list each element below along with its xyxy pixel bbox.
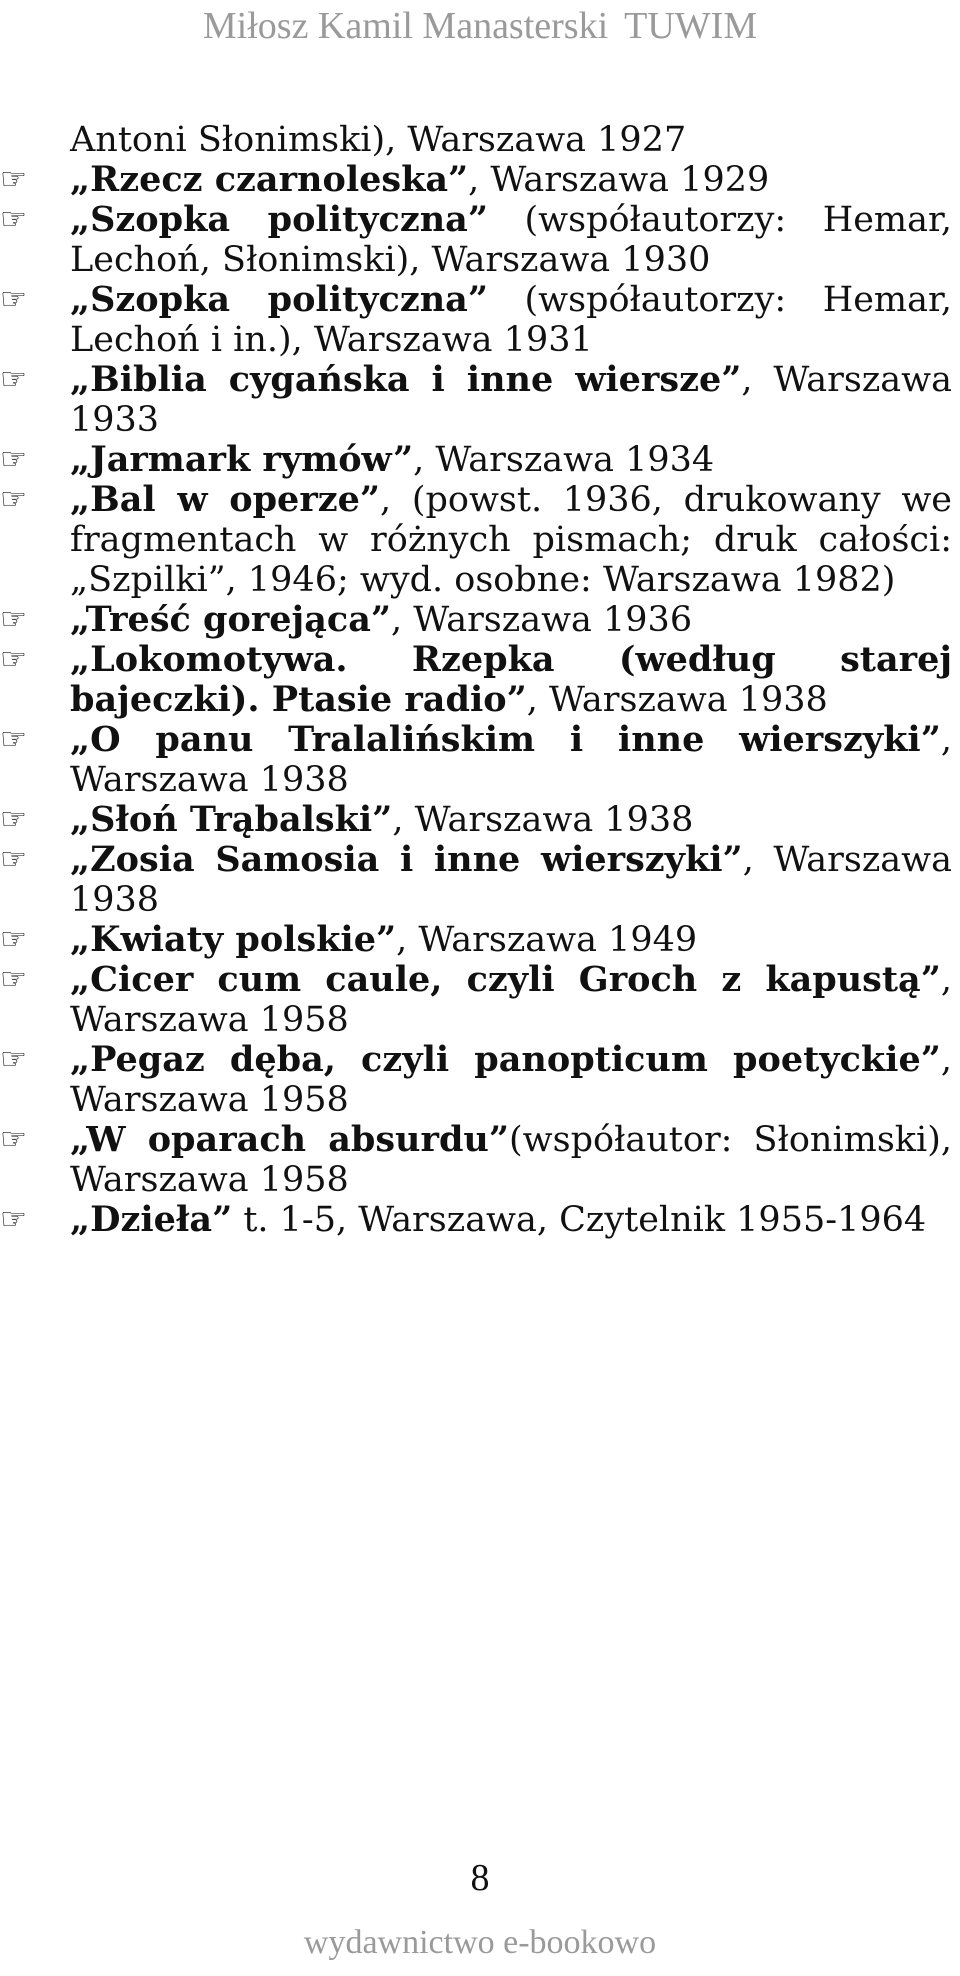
work-details: , (powst. 1936, drukowany we fragmentach w różnych pismach; druk całości: „Szpilki”, 1946; wyd. osobne: Warszawa 1982)	[70, 480, 952, 600]
entry-text	[70, 600, 952, 640]
entry-text	[70, 280, 952, 360]
list-item	[0, 359, 952, 440]
work-title: „Słoń Trąbalski”	[70, 799, 393, 840]
entry-text	[70, 1200, 952, 1240]
pointing-hand-icon: ☞	[0, 602, 27, 637]
work-details: , Warszawa 1958	[70, 960, 952, 1040]
pointing-hand-icon: ☞	[0, 722, 27, 757]
pointing-hand-icon: ☞	[0, 162, 27, 197]
pointing-hand-icon: ☞	[0, 842, 27, 877]
list-item	[0, 799, 952, 840]
entry-text	[70, 800, 952, 840]
pointing-hand-icon: ☞	[0, 922, 27, 957]
list-item	[0, 719, 952, 800]
work-details: , Warszawa 1938	[392, 800, 694, 840]
list-item	[0, 1039, 952, 1120]
work-details: , Warszawa 1938	[70, 720, 952, 800]
pointing-hand-icon: ☞	[0, 202, 27, 237]
list-item	[0, 1119, 952, 1200]
list-item	[0, 1199, 952, 1240]
work-details: t. 1-5, Warszawa, Czytelnik 1955-1964	[232, 1200, 927, 1240]
entry-text	[70, 840, 952, 920]
list-item	[0, 279, 952, 360]
work-details: , Warszawa 1949	[396, 920, 698, 960]
pointing-hand-icon: ☞	[0, 282, 27, 317]
work-details: , Warszawa 1938	[526, 680, 828, 720]
continued-line: Antoni Słonimski), Warszawa 1927	[70, 120, 687, 160]
entry-text	[70, 1040, 952, 1120]
list-item	[0, 439, 952, 480]
pointing-hand-icon: ☞	[0, 962, 27, 997]
entries-container	[0, 159, 952, 1240]
pointing-hand-icon: ☞	[0, 482, 27, 517]
publisher-footer: wydawnictwo e-bookowo	[303, 1924, 657, 1961]
work-details: , Warszawa 1934	[413, 440, 715, 480]
entry-text	[70, 200, 952, 280]
work-title: „Pegaz dęba, czyli panopticum poetyckie”	[70, 1039, 941, 1080]
work-title: „Lokomotywa. Rzepka (według starej bajeczki). Ptasie radio”	[70, 639, 952, 720]
page-number: 8	[470, 1857, 490, 1899]
work-title: „Treść gorejąca”	[70, 599, 392, 640]
work-details: (współautor: Słonimski), Warszawa 1958	[70, 1120, 952, 1200]
entry-text	[70, 920, 952, 960]
work-title: „Cicer cum caule, czyli Groch z kapustą”	[70, 959, 941, 1000]
work-title: „W oparach absurdu”	[70, 1119, 509, 1160]
list-item	[0, 479, 952, 600]
pointing-hand-icon: ☞	[0, 362, 27, 397]
bibliography-list	[0, 120, 952, 1240]
list-item	[0, 159, 952, 200]
entry-text	[70, 360, 952, 440]
work-details: , Warszawa 1929	[468, 160, 770, 200]
list-item	[0, 959, 952, 1040]
work-details: (współautorzy: Hemar, Lechoń i in.), Warszawa 1931	[70, 280, 952, 360]
pointing-hand-icon: ☞	[0, 1202, 27, 1237]
list-item	[0, 599, 952, 640]
header-subject: TUWIM	[624, 5, 758, 47]
work-title: „Szopka polityczna”	[70, 279, 488, 320]
entry-text	[70, 160, 952, 200]
pointing-hand-icon: ☞	[0, 1122, 27, 1157]
entry-text	[70, 720, 952, 800]
work-title: „Jarmark rymów”	[70, 439, 414, 480]
list-item	[0, 839, 952, 920]
pointing-hand-icon: ☞	[0, 442, 27, 477]
entry-text	[70, 440, 952, 480]
work-title: „Szopka polityczna”	[70, 199, 488, 240]
work-title: „Zosia Samosia i inne wierszyki”	[70, 839, 743, 880]
work-title: „Biblia cygańska i inne wiersze”	[70, 359, 742, 400]
entry-text	[70, 1120, 952, 1200]
header-author: Miłosz Kamil Manasterski	[202, 5, 609, 47]
work-title: „O panu Tralalińskim i inne wierszyki”	[70, 719, 941, 760]
list-item	[0, 199, 952, 280]
pointing-hand-icon: ☞	[0, 802, 27, 837]
work-details: , Warszawa 1938	[70, 840, 952, 920]
entry-text	[70, 960, 952, 1040]
entry-text	[70, 480, 952, 600]
pointing-hand-icon: ☞	[0, 1042, 27, 1077]
list-item	[0, 639, 952, 720]
running-header	[0, 4, 960, 48]
work-title: „Kwiaty polskie”	[70, 919, 397, 960]
work-title: „Dzieła”	[70, 1199, 233, 1240]
list-item	[0, 919, 952, 960]
work-details: , Warszawa 1958	[70, 1040, 952, 1120]
work-title: „Rzecz czarnoleska”	[70, 159, 469, 200]
work-title: „Bal w operze”	[70, 479, 381, 520]
pointing-hand-icon: ☞	[0, 642, 27, 677]
work-details: (współautorzy: Hemar, Lechoń, Słonimski), Warszawa 1930	[70, 200, 952, 280]
entry-text	[70, 640, 952, 720]
work-details: , Warszawa 1933	[70, 360, 952, 440]
work-details: , Warszawa 1936	[391, 600, 693, 640]
